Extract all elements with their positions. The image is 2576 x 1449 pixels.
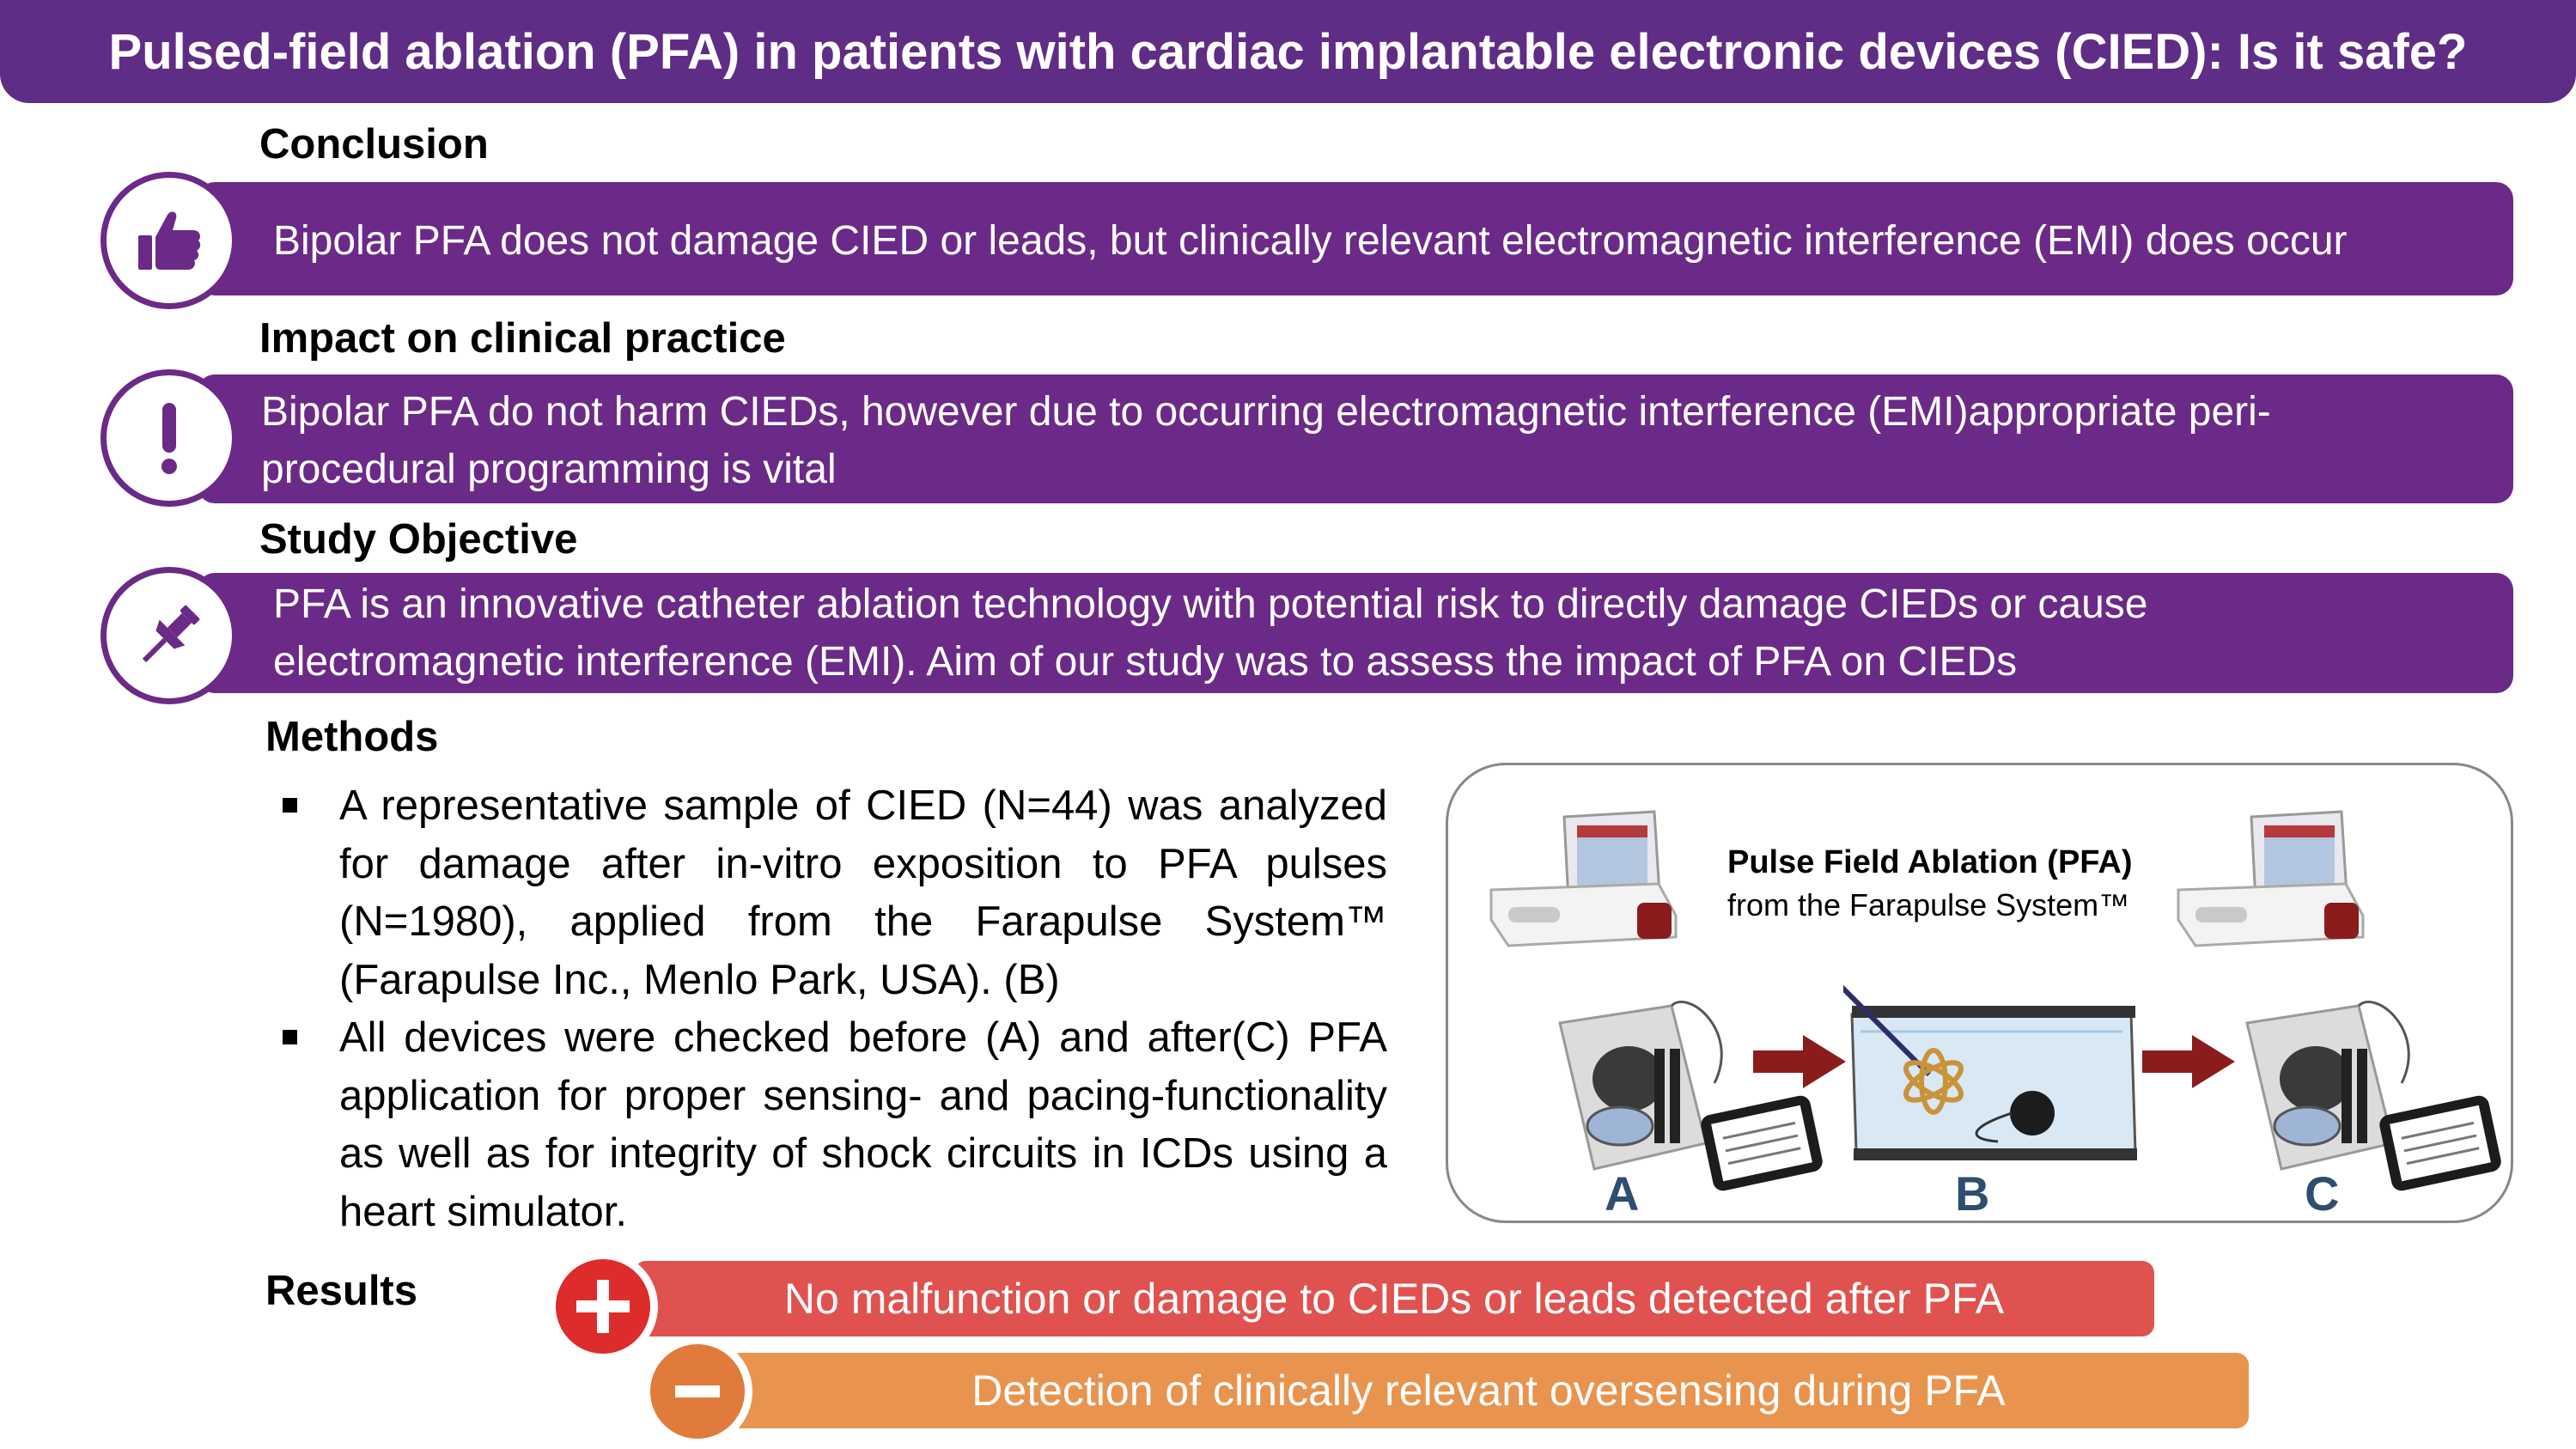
negative-result-text: Detection of clinically relevant oversensing during PFA: [971, 1367, 2006, 1415]
arrow-right-icon: [1753, 1032, 1848, 1092]
objective-text: PFA is an innovative catheter ablation technology with potential risk to directly damage CIEDs or cause electromagnetic interference (EMI). Aim of our study was to assess the impact of PFA on CIEDs: [273, 581, 2148, 685]
pushpin-icon: [131, 597, 208, 674]
methods-item: All devices were checked before (A) and after(C) PFA application for proper sensing- and pacing-functionality as well as for integrity of shock circuits in ICDs using a heart simulator.: [279, 1009, 1387, 1241]
methods-list: [279, 777, 1387, 1241]
impact-text: Bipolar PFA do not harm CIEDs, however due to occurring electromagnetic interference (EMI)appropriate peri-procedural programming is vital: [261, 389, 2271, 492]
stage-label-a: A: [1605, 1166, 1640, 1221]
plus-icon: [573, 1276, 633, 1336]
stage-label-b: B: [1955, 1166, 1990, 1221]
stage-label-c: C: [2305, 1166, 2340, 1221]
tablet-icon: [2376, 1092, 2505, 1195]
positive-result-bar: [634, 1261, 2154, 1336]
impact-heading: Impact on clinical practice: [259, 315, 786, 362]
conclusion-text: Bipolar PFA does not damage CIED or leads, but clinically relevant electromagnetic interference (EMI) does occur: [273, 218, 2348, 264]
minus-icon: [642, 1336, 752, 1446]
conclusion-bar: [198, 182, 2513, 295]
objective-icon-circle: [100, 567, 238, 704]
conclusion-heading: Conclusion: [259, 121, 489, 167]
impact-bar: [198, 374, 2513, 503]
positive-result-text: No malfunction or damage to CIEDs or leads detected after PFA: [783, 1275, 2005, 1323]
results-heading: Results: [265, 1268, 418, 1314]
methods-heading: Methods: [265, 714, 439, 760]
objective-bar: [198, 573, 2513, 693]
plus-icon: [548, 1251, 658, 1361]
impact-icon-circle: [100, 369, 238, 507]
negative-result-bar: [728, 1353, 2249, 1428]
figure-caption-subtitle: from the Farapulse System™: [1727, 887, 2130, 922]
programmer-laptop-icon: [1483, 808, 1680, 954]
figure-panel: [1446, 763, 2513, 1223]
page-title: Pulsed-field ablation (PFA) in patients with cardiac implantable electronic devices (CIED): Is it safe?: [108, 23, 2468, 80]
thumbs-up-icon: [135, 206, 204, 275]
conclusion-icon-circle: [100, 172, 238, 309]
arrow-right-icon: [2142, 1032, 2237, 1092]
programmer-laptop-icon: [2170, 808, 2367, 954]
saline-tank-icon: [1843, 980, 2144, 1178]
minus-icon: [672, 1383, 723, 1400]
exclamation-icon: [152, 399, 186, 477]
tablet-icon: [1697, 1092, 1826, 1195]
objective-heading: Study Objective: [259, 516, 578, 563]
title-banner: [0, 0, 2576, 103]
bullet-icon: [283, 798, 297, 813]
figure-caption-title: Pulse Field Ablation (PFA): [1727, 844, 2133, 880]
methods-item: A representative sample of CIED (N=44) was analyzed for damage after in-vitro exposition to PFA pulses (N=1980), applied from the Farapulse System™ (Farapulse Inc., Menlo Park, USA). (B): [279, 777, 1387, 1009]
bullet-icon: [283, 1030, 297, 1044]
